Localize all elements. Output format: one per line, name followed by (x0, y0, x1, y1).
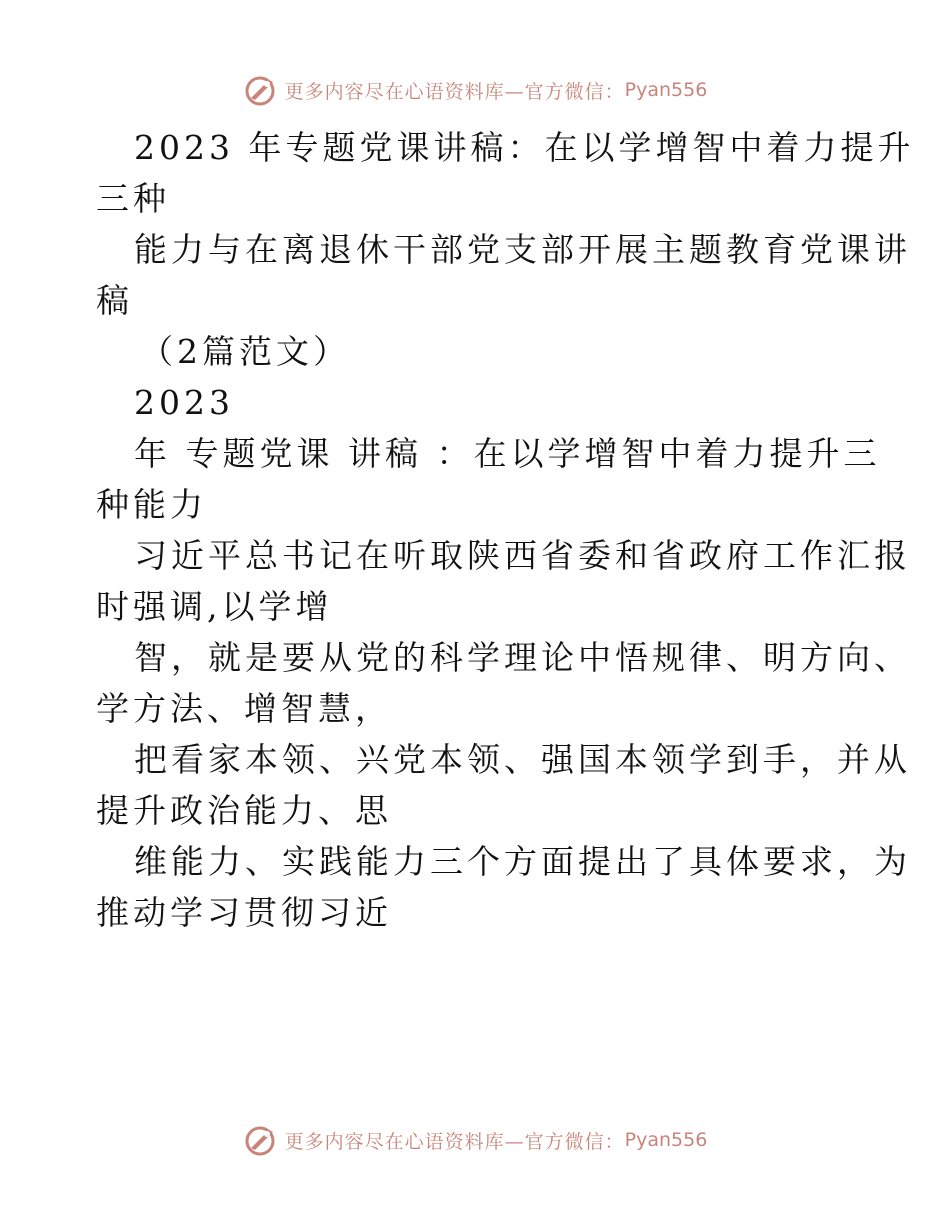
title-line-3: 能力与在离退休干部党支部开展主题教育党课讲 (134, 230, 911, 269)
watermark-text: 更多内容尽在心语资料库—官方微信： (284, 1130, 625, 1153)
title-line-2: 三种 (96, 179, 170, 218)
paragraph-line: 提升政治能力、思 (96, 791, 392, 830)
paragraph-line: 维能力、实践能力三个方面提出了具体要求，为 (134, 842, 911, 881)
paragraph-line: 学方法、增智慧， (96, 689, 392, 728)
paragraph-line: 智，就是要从党的科学理论中悟规律、明方向、 (134, 638, 911, 677)
brush-logo-icon (243, 72, 279, 108)
watermark-text: 更多内容尽在心语资料库—官方微信： (284, 80, 625, 103)
paragraph-line: 习近平总书记在听取陕西省委和省政府工作汇报 (134, 536, 911, 575)
header-watermark (0, 70, 950, 110)
title-line-1: 2023 年专题党课讲稿：在以学增智中着力提升 (134, 128, 915, 167)
title-line-4: 稿 (96, 281, 133, 320)
article-heading-line-1: 年 专题党课 讲稿 ：在以学增智中着力提升三 (134, 434, 881, 473)
watermark-wechat-id: Pyan556 (624, 79, 708, 101)
document-body (96, 122, 915, 938)
paragraph-line: 推动学习贯彻习近 (96, 893, 392, 932)
footer-watermark (0, 1120, 950, 1160)
article-heading-year: 2023 (134, 383, 234, 422)
title-subtitle: （2篇范文） (140, 332, 350, 371)
paragraph-line: 时强调,以学增 (96, 587, 333, 626)
article-heading-line-2: 种能力 (96, 485, 207, 524)
watermark-wechat-id: Pyan556 (624, 1129, 708, 1151)
paragraph-line: 把看家本领、兴党本领、强国本领学到手，并从 (134, 740, 911, 779)
brush-logo-icon (243, 1122, 279, 1158)
